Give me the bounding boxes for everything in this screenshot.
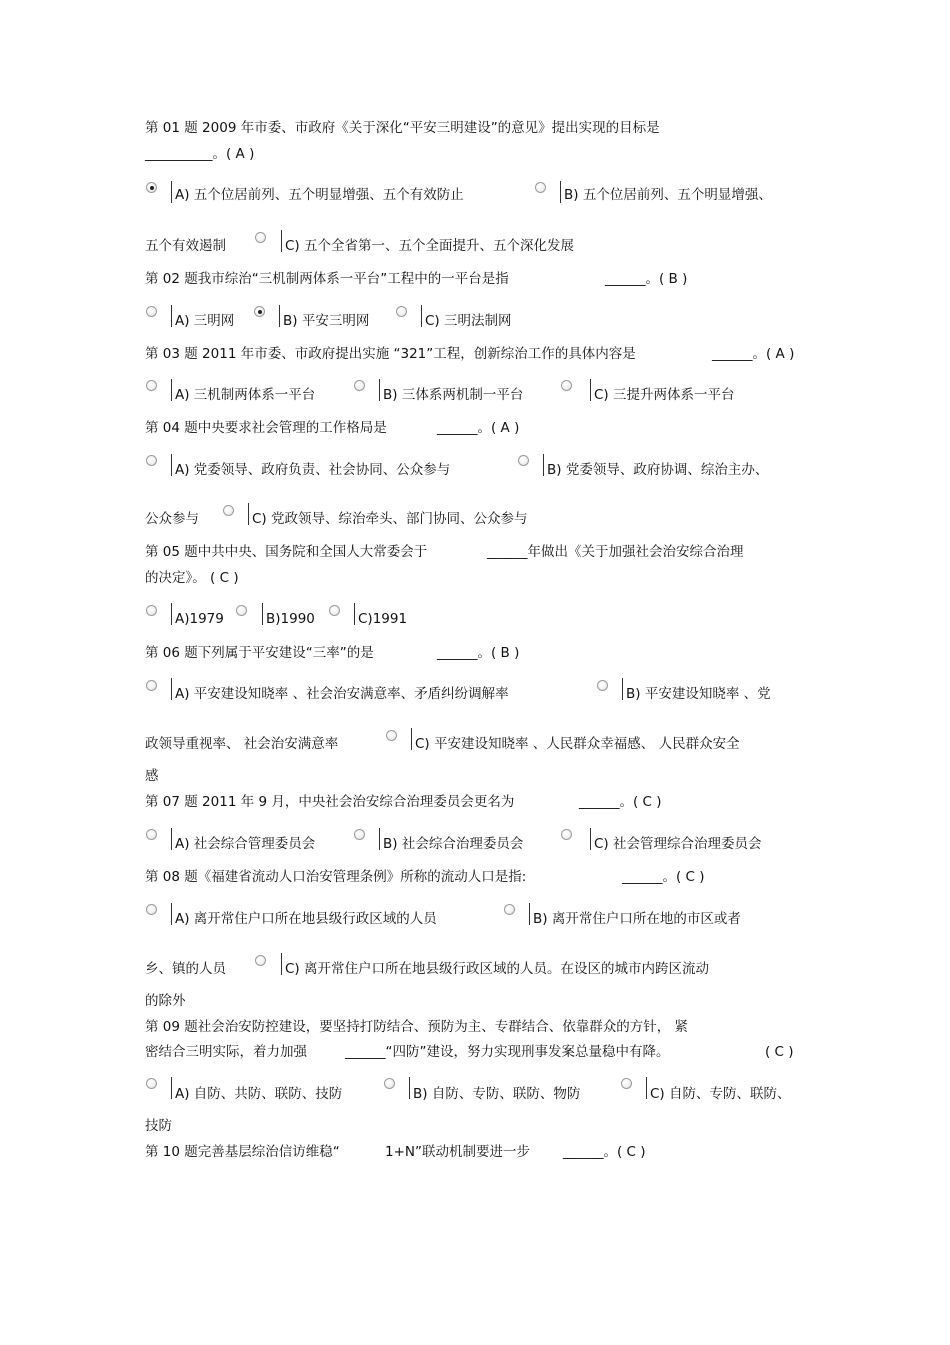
question-3-answer: ______。( A ) [712,346,795,362]
question-6-option-b: B) 平安建设知晓率 、党 [626,686,771,702]
question-3-radio-b[interactable] [354,380,365,391]
question-1-text: 第 01 题 2009 年市委、市政府《关于深化“平安三明建设”的意见》提出实现的目标是 [145,120,660,136]
option-divider [590,379,591,401]
question-7-option-a: A) 社会综合管理委员会 [175,836,316,852]
question-10-text: 第 10 题完善基层综治信访维稳“ [145,1144,340,1160]
option-divider [171,903,172,925]
question-5-answer: 的决定》。 ( C ) [145,570,239,586]
question-1-option-b-cont: 五个有效遏制 [145,238,226,254]
option-divider [262,603,263,625]
question-9-option-b: B) 自防、专防、联防、物防 [413,1086,581,1102]
option-divider [590,828,591,850]
option-divider [622,678,623,700]
question-1-option-b: B) 五个位居前列、五个明显增强、 [564,187,772,203]
question-8-answer: ______。( C ) [622,869,705,885]
question-8-option-b-cont: 乡、镇的人员 [145,961,226,977]
question-1-radio-a[interactable] [146,182,157,193]
question-6-radio-c[interactable] [386,730,397,741]
question-6-answer: ______。( B ) [437,645,520,661]
question-9-text: 第 09 题社会治安防控建设，要坚持打防结合、预防为主、专群结合、依靠群众的方针， 紧 [145,1019,689,1035]
question-7-text: 第 07 题 2011 年 9 月，中央社会治安综合治理委员会更名为 [145,794,515,810]
question-6-option-c-cont: 感 [145,768,159,784]
question-9-text-line2: 密结合三明实际，着力加强 [145,1044,307,1060]
question-1-radio-c[interactable] [255,232,266,243]
option-divider [171,603,172,625]
question-10-text-cont: 1+N”联动机制要进一步 [385,1144,530,1160]
question-9-text-cont: ______“四防”建设，努力实现刑事发案总量稳中有降。 [345,1044,670,1060]
question-8-option-c-cont: 的除外 [145,993,186,1009]
question-8-option-b: B) 离开常住户口所在地的市区或者 [533,911,741,927]
option-divider [411,728,412,750]
question-9-option-c-cont: 技防 [145,1118,172,1134]
question-9-radio-a[interactable] [146,1078,157,1089]
question-3-radio-a[interactable] [146,380,157,391]
question-5-option-a: A)1979 [175,611,224,627]
question-7-radio-c[interactable] [561,829,572,840]
question-8-radio-a[interactable] [146,904,157,915]
question-4-option-b-cont: 公众参与 [145,511,199,527]
question-7-answer: ______。( C ) [579,794,662,810]
question-6-option-a: A) 平安建设知晓率 、社会治安满意率、矛盾纠纷调解率 [175,686,509,702]
question-6-option-c: C) 平安建设知晓率 、人民群众幸福感、 人民群众安全 [415,736,740,752]
question-8-radio-b[interactable] [504,904,515,915]
option-divider [646,1077,647,1099]
option-divider [171,828,172,850]
option-divider [409,1077,410,1099]
option-divider [379,828,380,850]
question-6-radio-b[interactable] [597,680,608,691]
question-4-option-c: C) 党政领导、综治牵头、部门协同、公众参与 [252,511,528,527]
question-3-option-b: B) 三体系两机制一平台 [383,387,524,403]
option-divider [281,953,282,975]
question-5-text-cont: ______年做出《关于加强社会治安综合治理 [487,544,744,560]
question-7-radio-b[interactable] [354,829,365,840]
question-2-option-b: B) 平安三明网 [283,313,370,329]
question-1-answer: __________。( A ) [145,146,255,162]
question-4-answer: ______。( A ) [437,420,520,436]
question-8-option-c: C) 离开常住户口所在地县级行政区域的人员。在设区的城市内跨区流动 [285,961,709,977]
question-4-radio-a[interactable] [146,455,157,466]
option-divider [560,181,561,203]
question-6-text: 第 06 题下列属于平安建设“三率”的是 [145,645,374,661]
question-4-text: 第 04 题中央要求社会管理的工作格局是 [145,420,387,436]
question-4-option-a: A) 党委领导、政府负责、社会协同、公众参与 [175,462,451,478]
option-divider [171,678,172,700]
question-2-radio-a[interactable] [146,306,157,317]
question-9-radio-b[interactable] [384,1078,395,1089]
question-2-option-a: A) 三明网 [175,313,235,329]
option-divider [279,305,280,327]
option-divider [171,305,172,327]
question-5-radio-a[interactable] [146,605,157,616]
question-3-text: 第 03 题 2011 年市委、市政府提出实施 “321”工程，创新综治工作的具体内容是 [145,346,636,362]
question-8-option-a: A) 离开常住户口所在地县级行政区域的人员 [175,911,437,927]
question-5-radio-b[interactable] [236,605,247,616]
question-7-option-b: B) 社会综合治理委员会 [383,836,524,852]
option-divider [354,603,355,625]
question-2-option-c: C) 三明法制网 [425,313,512,329]
question-5-option-c: C)1991 [358,611,408,627]
question-3-option-a: A) 三机制两体系一平台 [175,387,316,403]
question-10-answer: ______。( C ) [563,1144,646,1160]
option-divider [543,454,544,476]
question-1-option-a: A) 五个位居前列、五个明显增强、五个有效防止 [175,187,464,203]
question-5-option-b: B)1990 [266,611,315,627]
question-9-answer: ( C ) [765,1044,794,1060]
option-divider [171,379,172,401]
question-7-option-c: C) 社会管理综合治理委员会 [594,836,762,852]
option-divider [529,903,530,925]
question-1-option-c: C) 五个全省第一、五个全面提升、五个深化发展 [285,238,574,254]
question-1-radio-b[interactable] [535,182,546,193]
question-4-radio-c[interactable] [223,505,234,516]
question-8-text: 第 08 题《福建省流动人口治安管理条例》所称的流动人口是指: [145,869,527,885]
question-5-text: 第 05 题中共中央、国务院和全国人大常委会于 [145,544,428,560]
question-5-radio-c[interactable] [329,605,340,616]
option-divider [171,181,172,203]
option-divider [421,305,422,327]
question-6-radio-a[interactable] [146,680,157,691]
question-4-option-b: B) 党委领导、政府协调、综治主办、 [547,462,769,478]
question-9-radio-c[interactable] [621,1078,632,1089]
question-6-option-b-cont: 政领导重视率、 社会治安满意率 [145,736,339,752]
question-3-radio-c[interactable] [561,380,572,391]
question-2-radio-b[interactable] [254,306,265,317]
option-divider [248,503,249,525]
question-2-answer: ______。( B ) [605,271,688,287]
option-divider [379,379,380,401]
option-divider [171,1077,172,1099]
option-divider [171,454,172,476]
question-9-option-a: A) 自防、共防、联防、技防 [175,1086,343,1102]
question-4-radio-b[interactable] [518,455,529,466]
question-3-option-c: C) 三提升两体系一平台 [594,387,735,403]
question-2-text: 第 02 题我市综治“三机制两体系一平台”工程中的一平台是指 [145,271,509,287]
question-2-radio-c[interactable] [396,306,407,317]
question-7-radio-a[interactable] [146,829,157,840]
option-divider [281,230,282,252]
question-9-option-c: C) 自防、专防、联防、 [650,1086,791,1102]
question-8-radio-c[interactable] [255,955,266,966]
